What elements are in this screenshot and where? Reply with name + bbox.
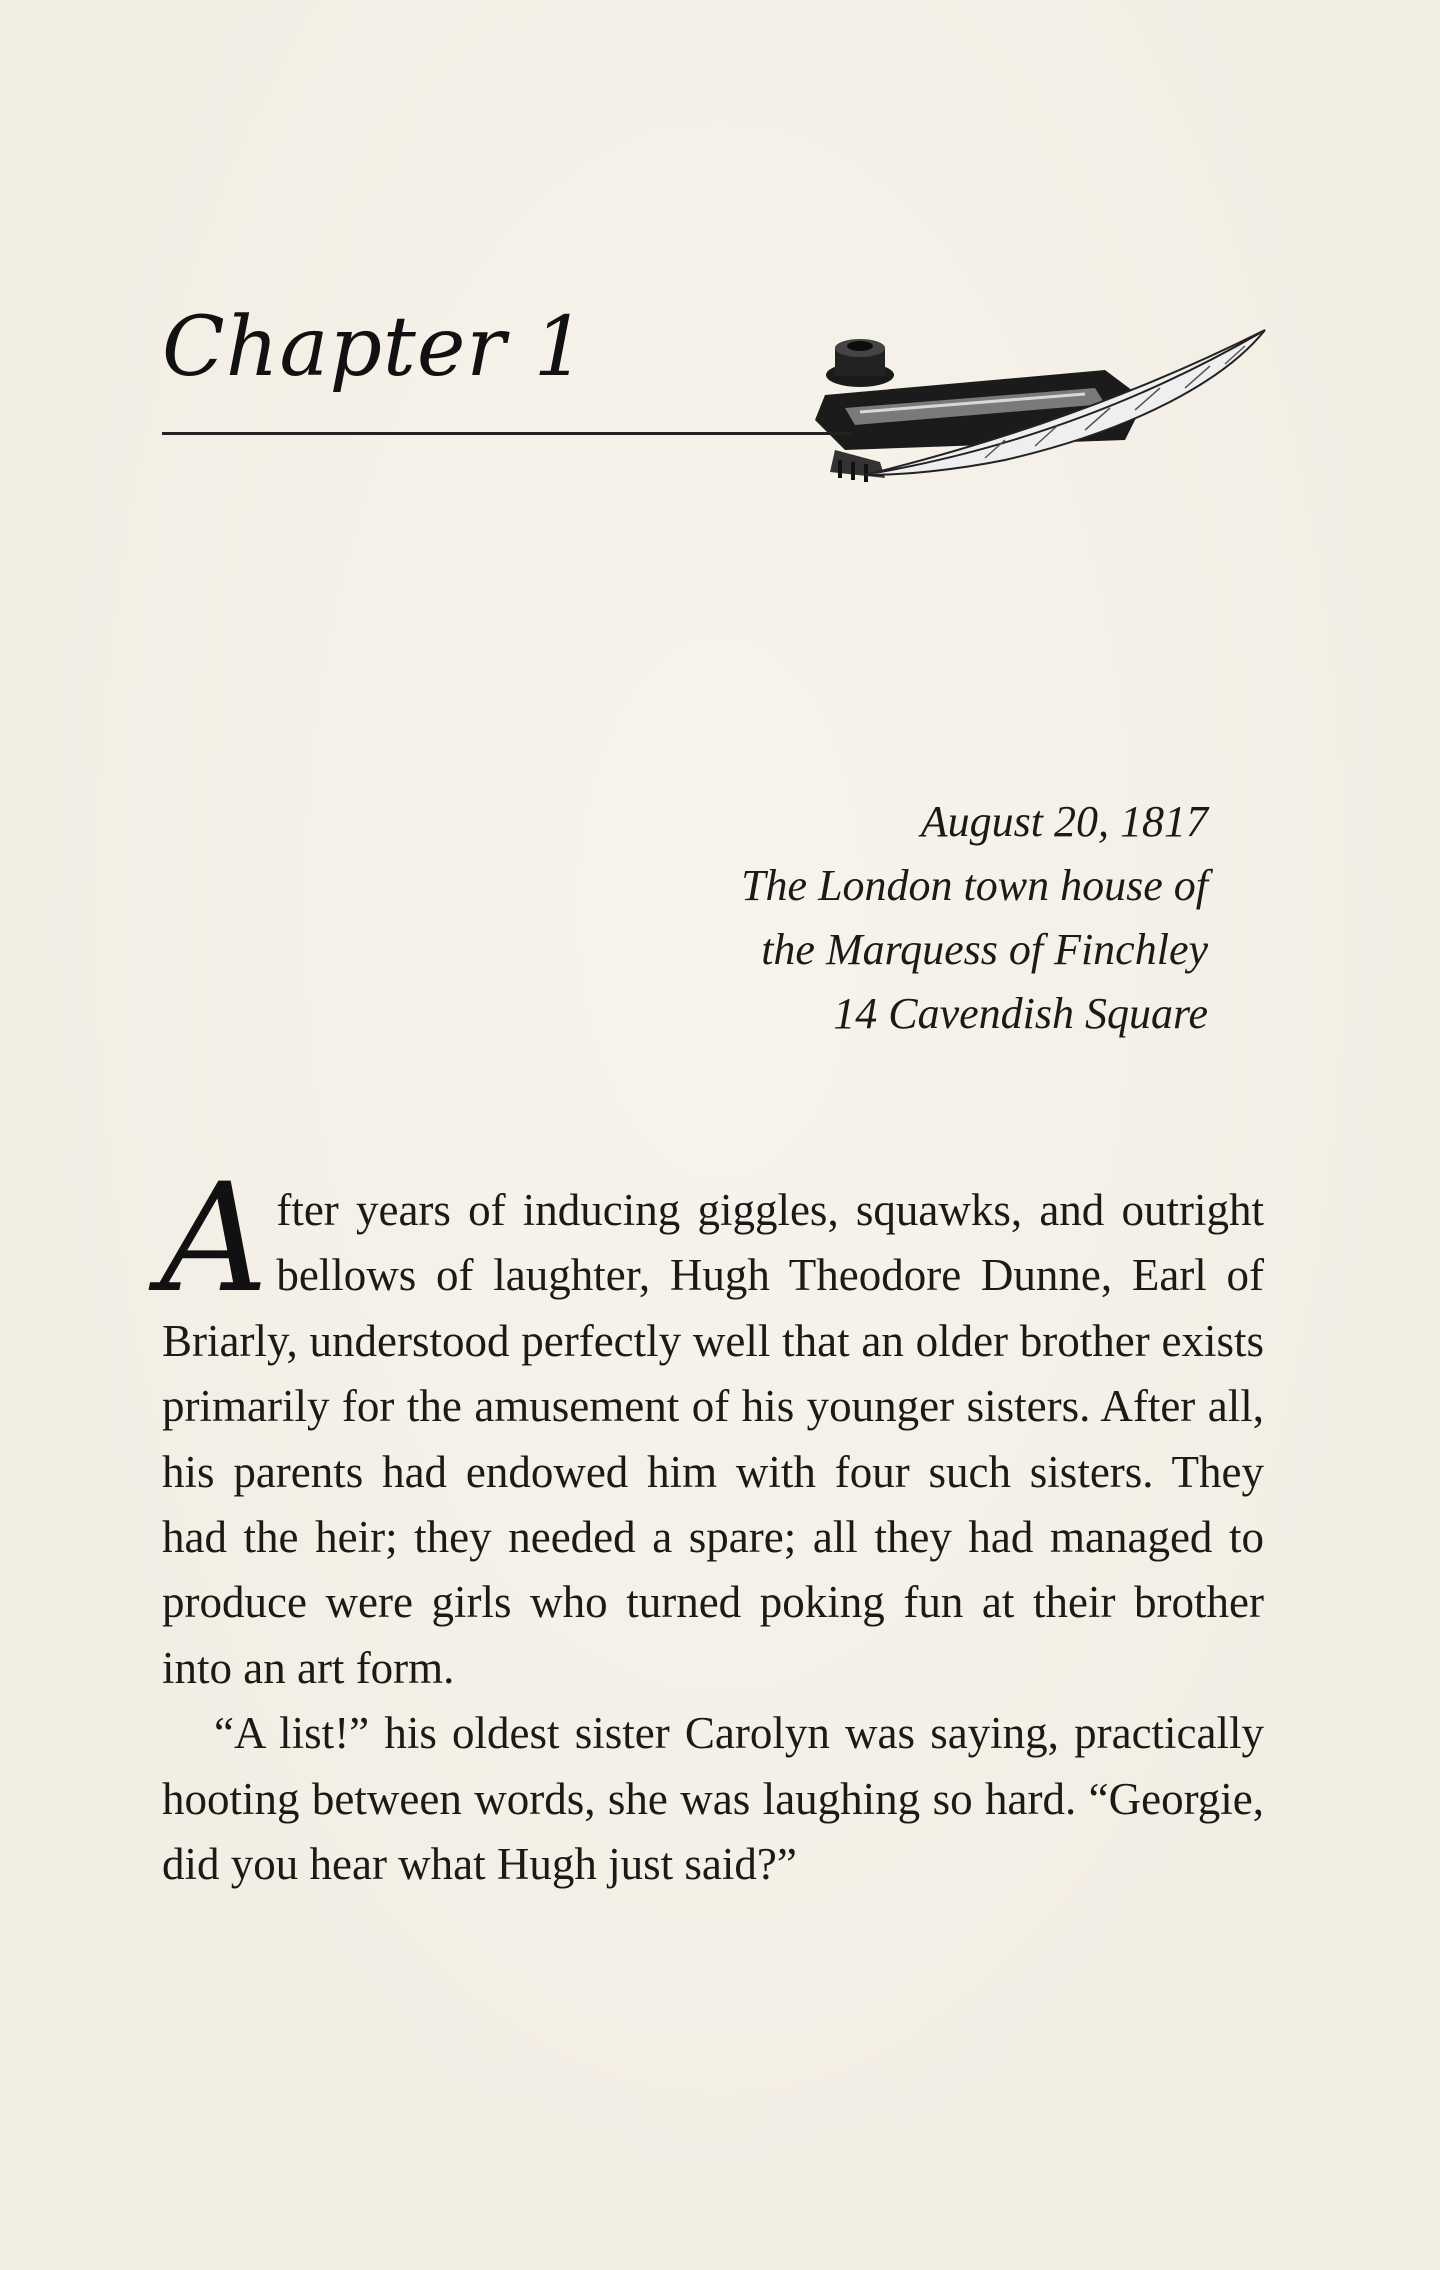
chapter-body	[160, 1152, 1264, 1897]
inkwell-quill-icon	[805, 300, 1275, 490]
dateline-date: August 20, 1817	[920, 797, 1208, 846]
paragraph-text: fter years of inducing giggles, squawks, and outright bellows of laughter, Hugh Theodore Dunne, Earl of Briarly, understood perfectly well that an older brother exists primarily for the amusement of his younger sisters. After all, his parents had endowed him with four such sisters. They had the heir; they needed a spare; all they had managed to produce were girls who turned poking fun at their brother into an art form.	[162, 1185, 1264, 1693]
dateline-address: 14 Cavendish Square	[833, 989, 1208, 1038]
chapter-title: Chapter 1	[162, 300, 587, 395]
paragraph	[160, 1152, 1264, 1701]
dateline-place-2: the Marquess of Finchley	[761, 925, 1208, 974]
dateline-place-1: The London town house of	[741, 861, 1208, 910]
drop-cap: A	[160, 1152, 269, 1326]
chapter-rule	[162, 432, 852, 435]
dateline	[741, 790, 1208, 1046]
paragraph: “A list!” his oldest sister Carolyn was saying, practically hooting between words, she was laughing so hard. “Georgie, did you hear what Hugh just said?”	[162, 1708, 1264, 1890]
